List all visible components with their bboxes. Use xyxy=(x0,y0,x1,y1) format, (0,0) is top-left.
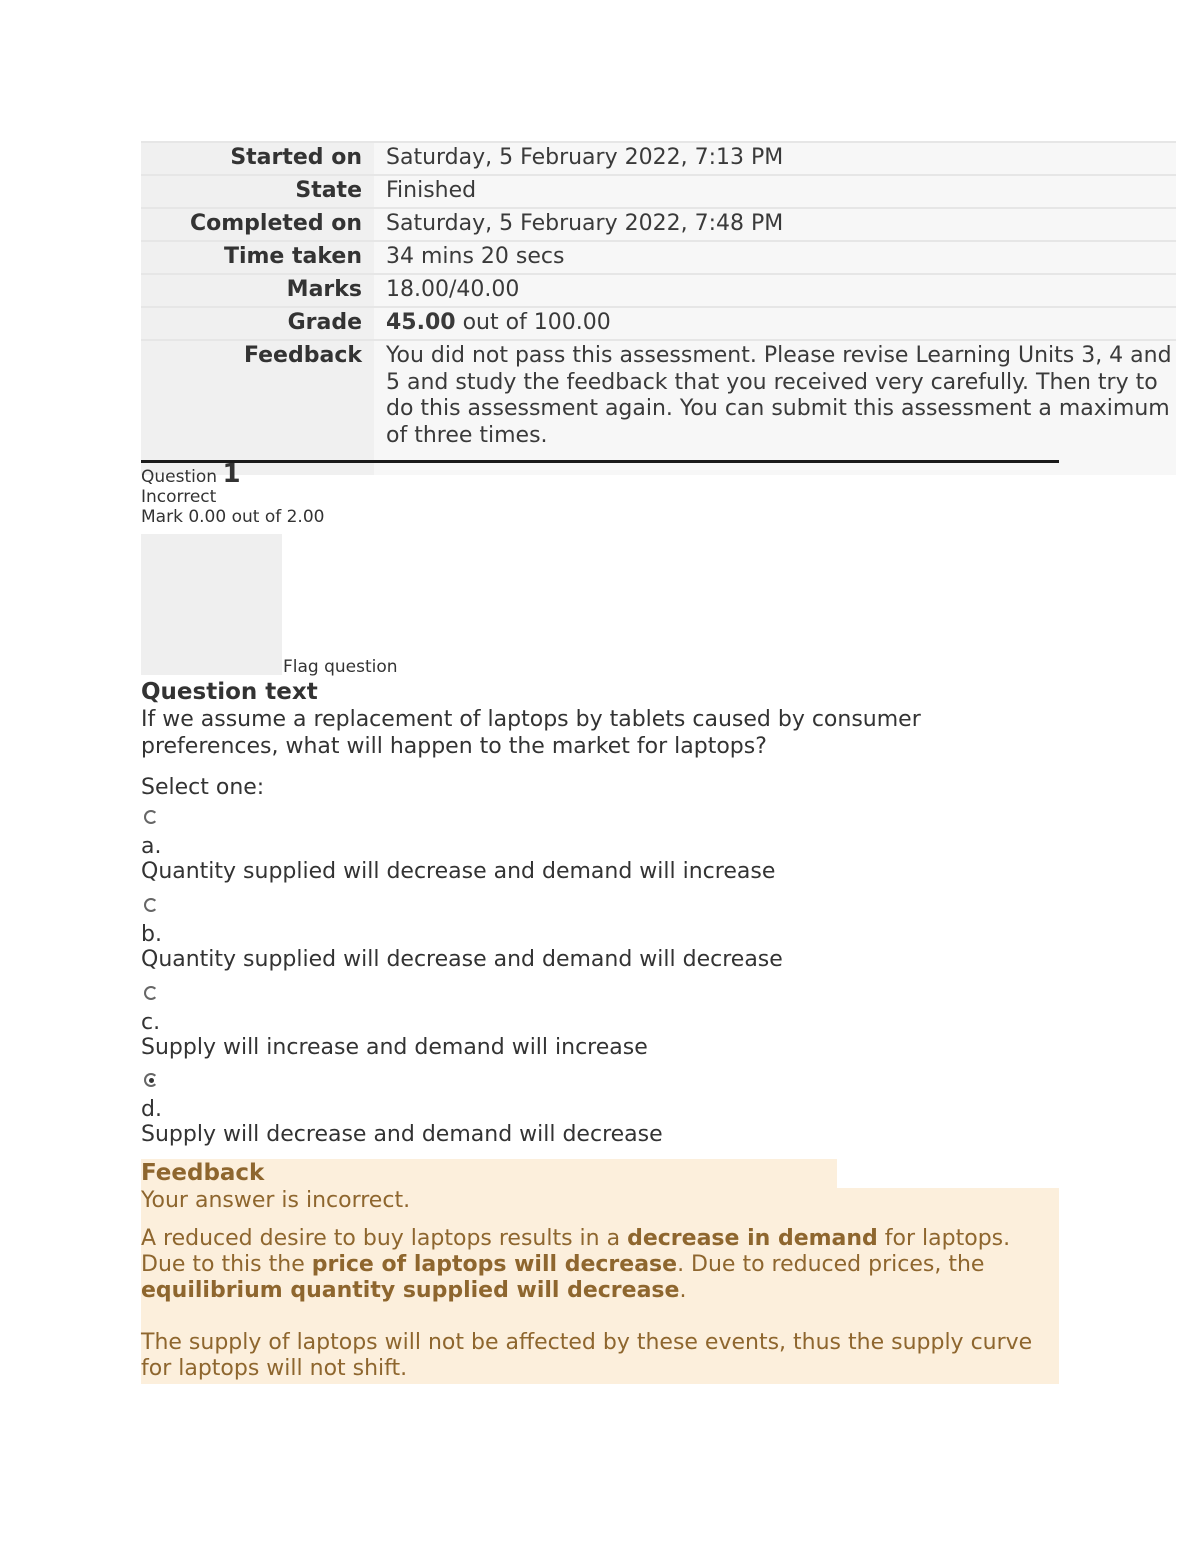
summary-label: Grade xyxy=(141,308,374,339)
summary-value: Finished xyxy=(374,176,1176,207)
overall-feedback-text: You did not pass this assessment. Please revise Learning Units 3, 4 and 5 and study the feedback that you received very carefully. Then try to do this assessment again. You can submit this assessment a maximum of three times. xyxy=(374,341,1176,475)
radio-button[interactable] xyxy=(144,898,158,912)
flag-question-icon[interactable] xyxy=(141,534,282,675)
option-text: Supply will decrease and demand will decrease xyxy=(141,1122,663,1147)
flag-question-link[interactable]: Flag question xyxy=(283,657,398,677)
summary-label: Time taken xyxy=(141,242,374,273)
summary-label: Feedback xyxy=(141,341,374,475)
question-text: If we assume a replacement of laptops by tablets caused by consumer preferences, what will happen to the market for laptops? xyxy=(141,707,921,759)
feedback-emphasis: price of laptops will decrease xyxy=(311,1252,678,1277)
option-letter: b. xyxy=(141,922,162,947)
feedback-verdict: Your answer is incorrect. xyxy=(141,1188,411,1213)
section-divider xyxy=(141,460,1059,463)
summary-value xyxy=(374,308,1176,339)
option-letter: d. xyxy=(141,1097,162,1122)
summary-value: Saturday, 5 February 2022, 7:48 PM xyxy=(374,209,1176,240)
feedback-text: for laptops. Due to this the xyxy=(141,1226,1011,1277)
summary-row-time-taken xyxy=(141,240,1176,273)
question-number xyxy=(141,459,324,489)
feedback-panel xyxy=(141,1188,1059,1384)
feedback-emphasis: equilibrium quantity supplied will decrease xyxy=(141,1278,680,1303)
radio-button-selected[interactable] xyxy=(144,1073,158,1087)
feedback-explanation xyxy=(141,1226,1059,1304)
radio-button[interactable] xyxy=(144,810,158,824)
feedback-text: . xyxy=(679,1278,687,1303)
summary-value: Saturday, 5 February 2022, 7:13 PM xyxy=(374,143,1176,174)
feedback-supply-note: The supply of laptops will not be affected by these events, thus the supply curve for laptops will not shift. xyxy=(141,1330,1033,1381)
summary-label: Completed on xyxy=(141,209,374,240)
summary-label: State xyxy=(141,176,374,207)
question-info xyxy=(141,459,325,527)
summary-row-marks xyxy=(141,273,1176,306)
feedback-text: A reduced desire to buy laptops results in a xyxy=(141,1226,628,1251)
summary-row-feedback xyxy=(141,339,1176,475)
summary-label: Started on xyxy=(141,143,374,174)
answer-option-c[interactable] xyxy=(141,986,648,1060)
question-number-value: 1 xyxy=(222,459,241,489)
question-text-heading: Question text xyxy=(141,679,318,705)
grade-out-of: out of 100.00 xyxy=(455,310,611,335)
option-text: Quantity supplied will decrease and demand will decrease xyxy=(141,947,783,972)
question-word: Question xyxy=(141,467,218,487)
summary-value: 18.00/40.00 xyxy=(374,275,1176,306)
answer-option-a[interactable] xyxy=(141,810,775,884)
option-text: Quantity supplied will decrease and demand will increase xyxy=(141,859,776,884)
summary-label: Marks xyxy=(141,275,374,306)
summary-row-completed-on xyxy=(141,207,1176,240)
summary-row-started-on xyxy=(141,141,1176,174)
summary-row-grade xyxy=(141,306,1176,339)
feedback-emphasis: decrease in demand xyxy=(627,1226,878,1251)
option-letter: c. xyxy=(141,1010,161,1035)
question-mark: Mark 0.00 out of 2.00 xyxy=(141,507,325,527)
question-state: Incorrect xyxy=(141,487,217,507)
option-letter: a. xyxy=(141,834,162,859)
feedback-text: . Due to reduced prices, the xyxy=(677,1252,985,1277)
summary-value: 34 mins 20 secs xyxy=(374,242,1176,273)
option-text: Supply will increase and demand will increase xyxy=(141,1035,648,1060)
answer-option-b[interactable] xyxy=(141,898,783,972)
attempt-summary-table xyxy=(141,141,1176,475)
summary-row-state xyxy=(141,174,1176,207)
feedback-heading: Feedback xyxy=(141,1159,837,1188)
radio-button[interactable] xyxy=(144,986,158,1000)
answer-option-d[interactable] xyxy=(141,1073,663,1147)
select-one-prompt: Select one: xyxy=(141,775,265,800)
grade-score: 45.00 xyxy=(386,310,456,335)
